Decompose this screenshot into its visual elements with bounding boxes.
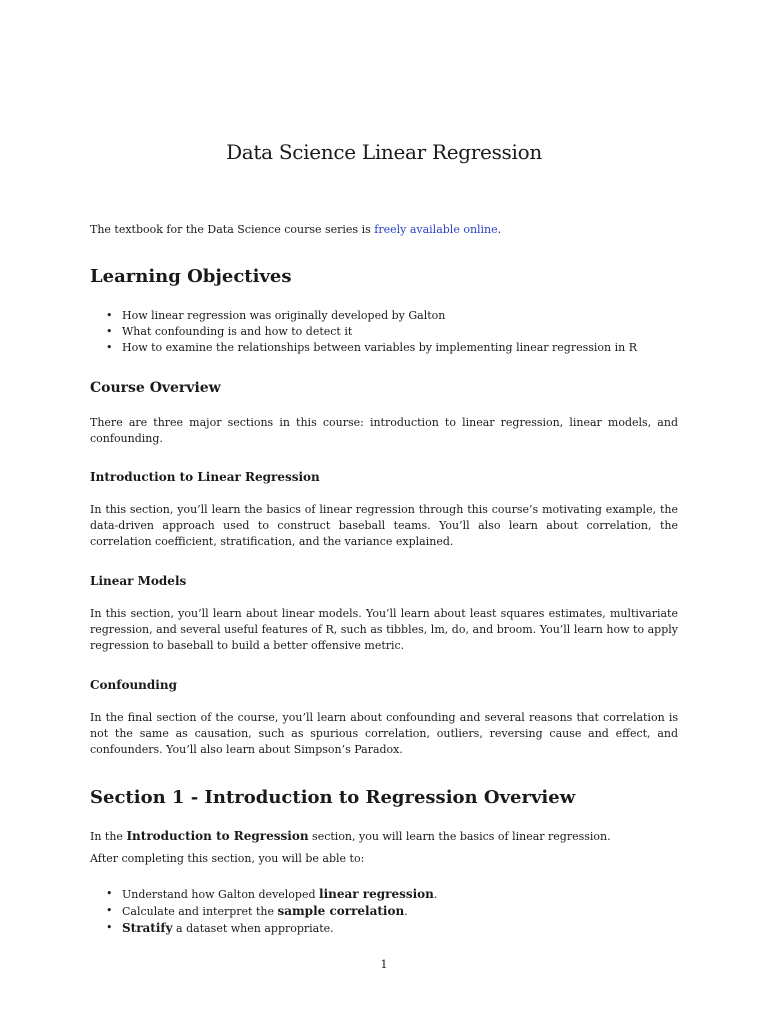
section1-paragraph-2: After completing this section, you will be able to: [90, 852, 365, 865]
section1-p1-bold: Introduction to Regression [126, 829, 309, 843]
section1-heading: Section 1 - Introduction to Regression Overview [90, 787, 576, 808]
learning-objectives-list [90, 308, 678, 356]
intro-end: . [497, 223, 502, 236]
section1-outcomes-list [90, 886, 678, 937]
confounding-paragraph: In the final section of the course, you’ll learn about confounding and several reasons that correlation is not the same as causation, such as spurious correlation, outliers, reversing cause and effect, and confounders. You’ll also learn about Simpson’s Paradox. [90, 711, 678, 756]
section1-p1-start: In the [90, 830, 127, 843]
confounding-heading: Confounding [90, 678, 177, 692]
intro-text: The textbook for the Data Science course series is [90, 223, 375, 236]
intro-linear-heading: Introduction to Linear Regression [90, 470, 320, 484]
course-overview-heading: Course Overview [90, 380, 221, 396]
learning-objectives-heading: Learning Objectives [90, 266, 292, 287]
intro-paragraph [90, 222, 678, 238]
intro-linear-paragraph: In this section, you’ll learn the basics of linear regression through this course’s motivating example, the data-driven approach used to construct baseball teams. You’ll also learn about correlation, the correlation coefficient, stratification, and the variance explained. [90, 503, 678, 548]
textbook-link[interactable]: freely available online [374, 223, 498, 236]
linear-models-paragraph: In this section, you’ll learn about linear models. You’ll learn about least squares estimates, multivariate regression, and several useful features of R, such as tibbles, lm, do, and broom. You’ll learn how to apply regression to baseball to build a better offensive metric. [90, 607, 678, 652]
course-overview-paragraph: There are three major sections in this course: introduction to linear regression, linear models, and confounding. [90, 416, 678, 445]
list-item: • How to examine the relationships between variables by implementing linear regression in R [90, 340, 678, 356]
section1-paragraph-1 [90, 828, 678, 845]
list-item: • Stratify a dataset when appropriate. [90, 920, 678, 937]
page-title: Data Science Linear Regression [226, 140, 542, 164]
list-item: • How linear regression was originally developed by Galton [90, 308, 678, 324]
list-item: • What confounding is and how to detect it [90, 324, 678, 340]
section1-p1-end: section, you will learn the basics of linear regression. [308, 830, 611, 843]
page-number: 1 [380, 958, 388, 971]
list-item: • Understand how Galton developed linear regression. [90, 886, 678, 903]
list-item: • Calculate and interpret the sample correlation. [90, 903, 678, 920]
linear-models-heading: Linear Models [90, 574, 187, 588]
